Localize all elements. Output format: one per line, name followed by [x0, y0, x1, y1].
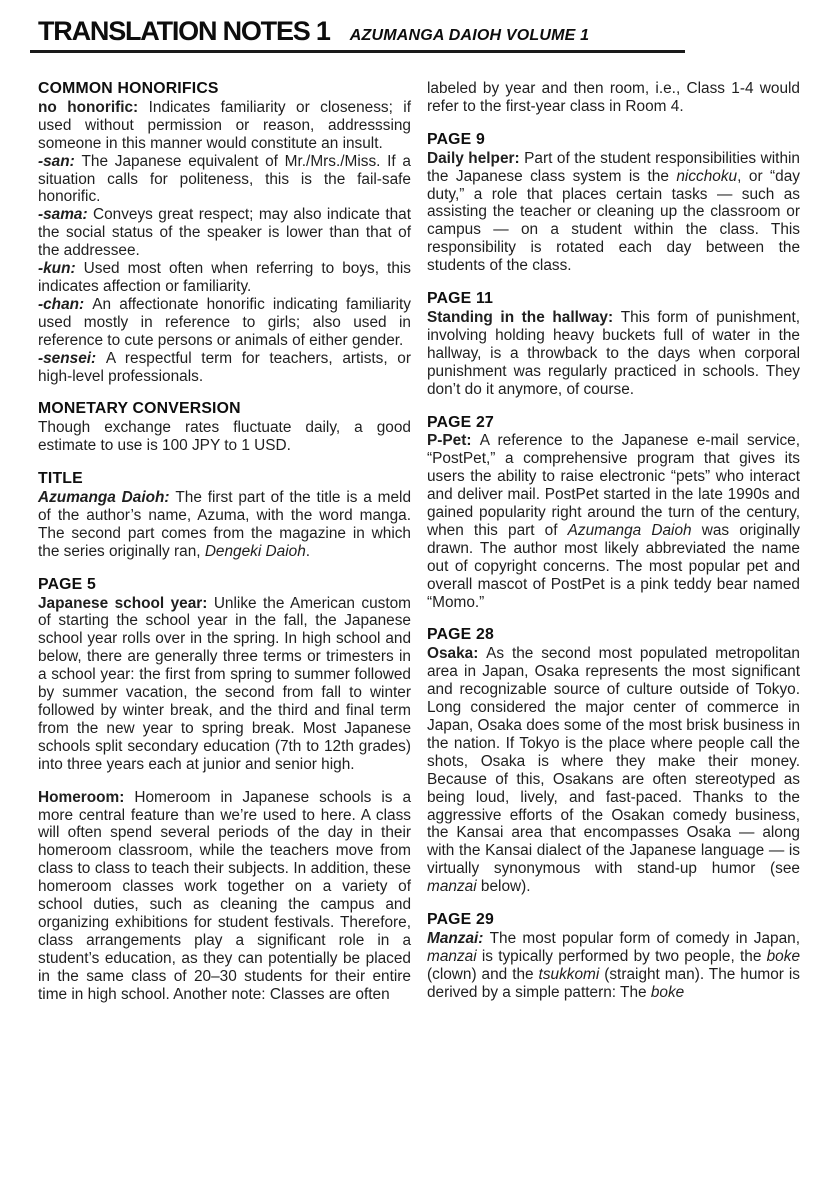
section-heading: PAGE 11: [427, 290, 494, 308]
text-run-bi: Manzai:: [427, 929, 490, 947]
page-subtitle: AZUMANGA DAIOH VOLUME 1: [349, 27, 590, 44]
text-run: is typically performed by two people, the: [476, 947, 767, 965]
paragraph: [38, 153, 411, 207]
text-run: The most popular form of comedy in Japan,: [489, 929, 801, 947]
page-title: TRANSLATION NOTES 1: [38, 16, 330, 46]
page-header: [38, 16, 589, 47]
text-run: was originally drawn. The author most likely abbreviated the name out of copyright concerns. The most popular pet and overall mascot of PostPet is a pink teddy bear named “Momo.”: [427, 521, 800, 611]
text-run: (clown) and the: [427, 965, 539, 983]
text-run-b: Osaka:: [427, 645, 487, 663]
section-heading: MONETARY CONVERSION: [38, 400, 241, 418]
text-run: , or “day duty,” a role that places certain tasks — such as assisting the teacher or cleaning up the classroom or campus — on a student within the class. This responsibility is rotated each day between the students of the class.: [427, 167, 800, 275]
text-run-i: boke: [766, 947, 800, 965]
section-heading: PAGE 29: [427, 911, 494, 929]
section-heading: TITLE: [38, 470, 83, 488]
paragraph: [38, 260, 411, 296]
paragraph: [427, 930, 800, 1002]
text-run: Used most often when referring to boys, this indicates affection or familiarity.: [38, 260, 411, 295]
paragraph: [427, 150, 800, 275]
text-run-bi: -san:: [38, 152, 82, 170]
paragraph: [427, 645, 800, 896]
text-run-bi: -chan:: [38, 295, 93, 313]
section-heading: PAGE 27: [427, 413, 494, 431]
text-run-b: P-Pet:: [427, 432, 480, 450]
text-run: Part of the student responsibilities within the Japanese class system is the: [427, 149, 800, 185]
text-run: A respectful term for teachers, artists, or high-level professionals.: [38, 349, 411, 385]
text-run-b: Japanese school year:: [38, 594, 214, 612]
section-heading: PAGE 5: [38, 575, 96, 593]
paragraph: [427, 80, 800, 116]
text-run: .: [305, 542, 311, 560]
text-run-b: Daily helper:: [427, 149, 525, 167]
text-run: below).: [476, 878, 531, 896]
text-run-b: no honorific:: [38, 98, 149, 116]
text-run: Unlike the American custom of starting the school year in the fall, the Japanese school year rolls over in the spring. In high school and below, there are generally three terms or trimesters in a school year: the first from spring to summer followed by summer vacation, the second from fall to winter followed by winter break, and the third and final term from the new year to spring break. Most Japanese schools split secondary education (7th to 12th grades) into three years each at junior and senior high.: [38, 594, 411, 773]
section-heading: PAGE 28: [427, 626, 494, 644]
text-run-i: manzai: [427, 947, 477, 965]
text-run: The Japanese equivalent of Mr./Mrs./Miss. If a situation calls for politeness, this is the fail-safe honorific.: [38, 152, 411, 206]
text-run-i: Dengeki Daioh: [204, 542, 306, 560]
paragraph: [38, 350, 411, 386]
left-column: [38, 80, 411, 1004]
text-run-bi: Azumanga Daioh:: [38, 489, 176, 507]
notes-columns: [38, 80, 800, 1004]
paragraph: [427, 432, 800, 611]
section-heading: COMMON HONORIFICS: [38, 80, 219, 97]
paragraph: [38, 489, 411, 561]
text-run-i: tsukkomi: [538, 965, 600, 983]
text-run-bi: -sama:: [38, 206, 93, 224]
text-run: Though exchange rates fluctuate daily, a good estimate to use is 100 JPY to 1 USD.: [38, 419, 411, 455]
paragraph: [38, 595, 411, 774]
text-run: An affectionate honorific indicating familiarity used mostly in reference to girls; also used in reference to cute persons or animals of either gender.: [38, 295, 411, 349]
header-rule: [30, 50, 685, 53]
paragraph: [38, 99, 411, 153]
paragraph: [38, 296, 411, 350]
text-run: Conveys great respect; may also indicate that the social status of the speaker is lower than that of the addressee.: [38, 206, 412, 260]
section-heading: PAGE 9: [427, 130, 485, 148]
text-run-i: boke: [650, 983, 685, 1001]
text-run: A reference to the Japanese e-mail service, “PostPet,” a comprehensive program that gives its users the ability to raise electronic “pets” who interact and deliver mail. PostPet started in the late 1990s and gained popularity right around the turn of the century, when this part of: [427, 432, 800, 539]
paragraph: [38, 206, 411, 260]
text-run: labeled by year and then room, i.e., Class 1-4 would refer to the first-year class in Room 4.: [427, 80, 800, 115]
text-run-bi: -kun:: [38, 260, 84, 278]
right-column: [427, 80, 800, 1004]
paragraph: [38, 789, 411, 1004]
text-run: This form of punishment, involving holding heavy buckets full of water in the hallway, is a throwback to the days when corporal punishment was regularly practiced in schools. They don’t do it anymore, of course.: [427, 308, 800, 398]
paragraph: [427, 309, 800, 399]
text-run-bi: -sensei:: [38, 349, 106, 367]
text-run-i: Azumanga Daioh: [567, 521, 692, 539]
text-run: The first part of the title is a meld of the author’s name, Azuma, with the word manga. The second part comes from the magazine in which the series originally ran,: [38, 489, 412, 560]
paragraph: [38, 419, 411, 455]
text-run-i: nicchoku: [676, 167, 738, 185]
text-run-b: Homeroom:: [38, 788, 135, 806]
text-run-b: Standing in the hallway:: [427, 308, 621, 326]
text-run: Homeroom in Japanese schools is a more central feature than we’re used to here. A class will often spend several periods of the day in their homeroom classroom, while the teachers move from class to class to teach their subjects. In addition, these homeroom classes work together on a variety of school duties, such as cleaning the campus and organizing exhibitions for student festivals. Therefore, class arrangements play a significant role in a student’s education, as they can potentially be placed in the same class of 20–30 students for their entire time in high school. Another note: Classes are often: [38, 788, 411, 1003]
text-run: (straight man). The humor is derived by a simple pattern: The: [427, 965, 800, 1001]
text-run: Indicates familiarity or closeness; if used without permission or reason, addresssing someone in this manner would constitute an insult.: [38, 98, 411, 152]
text-run: As the second most populated metropolitan area in Japan, Osaka represents the most significant and recognizable source of culture outside of Tokyo. Long considered the major center of commerce in Japan, Osaka does some of the most brisk business in the nation. If Tokyo is the place where people call the shots, Osaka is where they make their money. Because of this, Osakans are often stereotyped as being loud, lively, and fast-paced. Thanks to the aggressive efforts of the Osakan comedy business, the Kansai area that encompasses Osaka — along with the Kansai dialect of the Japanese language — is virtually synonymous with stand-up humor (see: [427, 645, 800, 878]
text-run-i: manzai: [427, 878, 477, 896]
